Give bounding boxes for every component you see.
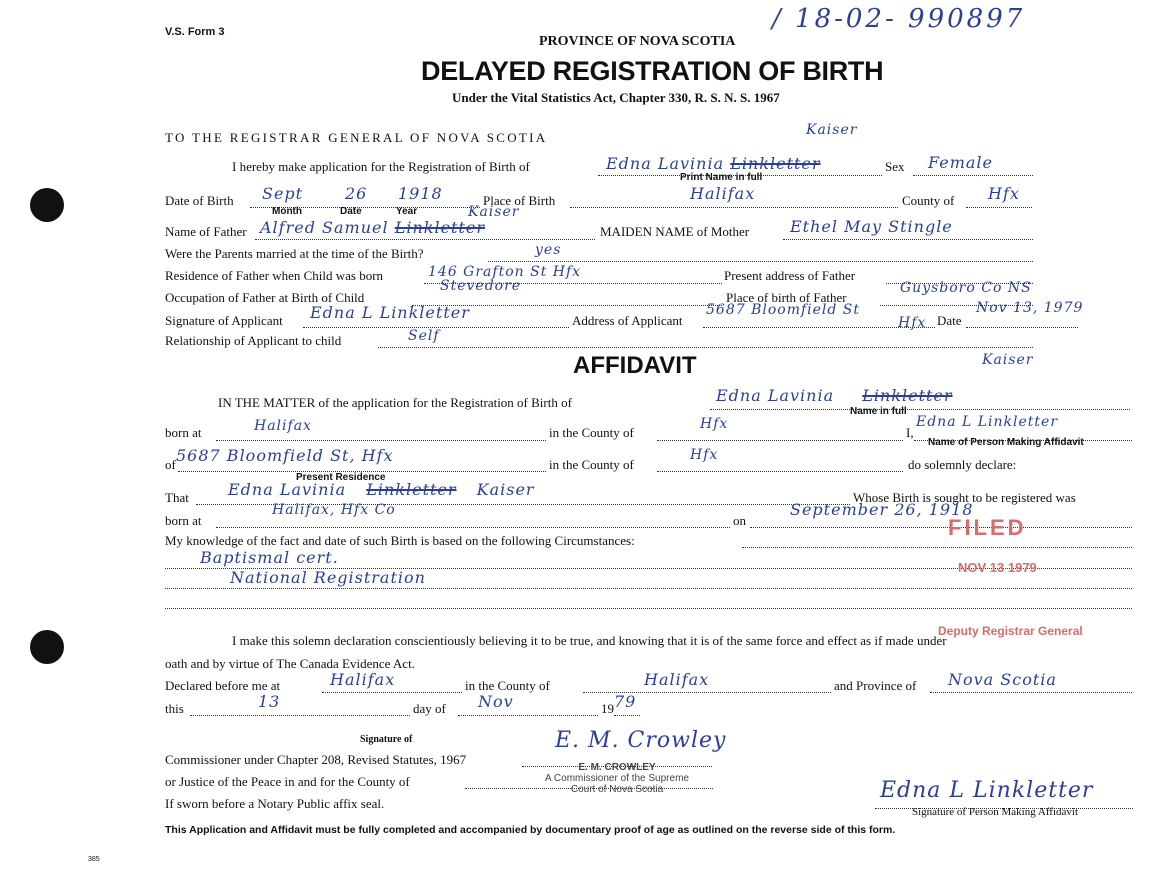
address-label: Address of Applicant xyxy=(572,313,683,328)
applicant-name: Edna Lavinia Linkletter xyxy=(606,154,821,173)
this-day-value: 13 xyxy=(258,692,281,711)
file-number: / 18-02- 990897 xyxy=(772,4,1026,34)
filed-stamp: FILED xyxy=(948,515,1027,540)
of-label: of xyxy=(165,457,176,472)
residence-value: 5687 Bloomfield St, Hfx xyxy=(176,446,394,465)
dob-label: Date of Birth xyxy=(165,193,234,208)
crowley-court: Court of Nova Scotia xyxy=(570,784,664,795)
person-name: Edna L Linkletter xyxy=(916,414,1059,430)
declared-label: Declared before me at xyxy=(165,678,281,693)
punch-hole-bottom xyxy=(30,630,64,664)
mother-value: Ethel May Stingle xyxy=(790,217,953,236)
father-label: Name of Father xyxy=(165,224,247,239)
relationship-value: Self xyxy=(408,328,440,344)
year-label: Year xyxy=(396,206,418,217)
day-of-label: day of xyxy=(413,701,446,716)
knowledge-label: My knowledge of the fact and date of such Birth is based on the following Circumstances: xyxy=(165,533,635,548)
on-value: September 26, 1918 xyxy=(790,500,974,519)
this-label: this xyxy=(165,701,184,716)
married-label: Were the Parents married at the time of the Birth? xyxy=(165,246,424,261)
father-value: Alfred Samuel Linkletter xyxy=(260,218,486,237)
person-signature: Edna L Linkletter xyxy=(880,778,1094,803)
year-value: 79 xyxy=(614,692,637,711)
born-at-label-2: born at xyxy=(165,513,202,528)
filed-date-stamp: NOV 13 1979 xyxy=(958,560,1037,575)
county-label: County of xyxy=(902,193,955,208)
sex-value: Female xyxy=(928,153,993,172)
born-at2-value: Halifax, Hfx Co xyxy=(272,502,396,518)
form-number: V.S. Form 3 xyxy=(165,26,225,38)
born-at-label: born at xyxy=(165,425,202,440)
address-value: 5687 Bloomfield St xyxy=(706,302,861,318)
date-label: Date xyxy=(340,206,362,217)
registrar-stamp: Deputy Registrar General xyxy=(938,624,1083,638)
declared-at-value: Halifax xyxy=(330,670,396,689)
in-county-label-2: in the County of xyxy=(549,457,634,472)
form-subtitle: Under the Vital Statistics Act, Chapter 330, R. S. N. S. 1967 xyxy=(452,90,780,105)
person-name-label: Name of Person Making Affidavit xyxy=(928,437,1084,448)
signature-label: Signature of Applicant xyxy=(165,313,283,328)
dob-month: Sept xyxy=(262,184,304,203)
whose-label: Whose Birth is sought to be registered was xyxy=(853,490,1076,505)
print-name-label: Print Name in full xyxy=(680,172,763,183)
county2-value: Hfx xyxy=(690,447,719,463)
matter-strikethrough: Linkletter xyxy=(862,386,953,405)
pob-label: Place of Birth xyxy=(483,193,556,208)
date-value: Nov 13, 1979 xyxy=(976,300,1084,316)
sex-label: Sex xyxy=(885,159,905,174)
month-label: Month xyxy=(272,206,302,217)
res-father-label: Residence of Father when Child was born xyxy=(165,268,384,283)
pob-father-label: Place of birth of Father xyxy=(726,290,847,305)
name-correction: Kaiser xyxy=(806,122,858,138)
declare-label: do solemnly declare: xyxy=(908,457,1017,472)
apply-label: I hereby make application for the Registration of Birth of xyxy=(232,159,530,174)
solemn-line-2: oath and by virtue of The Canada Evidence Act. xyxy=(165,656,415,671)
footer-note: This Application and Affidavit must be fully completed and accompanied by documentary proof of age as outlined on the reverse side of this form. xyxy=(165,824,896,836)
applicant-signature: Edna L Linkletter xyxy=(310,303,470,322)
crowley-name: E. M. CROWLEY xyxy=(578,762,656,773)
i-label: I, xyxy=(906,425,914,440)
signature-of-label: Signature of xyxy=(360,734,413,745)
married-value: yes xyxy=(535,242,562,258)
that-strikethrough: Linkletter xyxy=(366,480,457,499)
in-county-label: in the County of xyxy=(549,425,634,440)
month-value: Nov xyxy=(478,692,514,711)
occupation-label: Occupation of Father at Birth of Child xyxy=(165,290,365,305)
person-signature-label: Signature of Person Making Affidavit xyxy=(912,806,1078,818)
matter-name: Edna Lavinia Linkletter xyxy=(716,386,953,405)
dob-year: 1918 xyxy=(398,184,443,203)
relationship-label: Relationship of Applicant to child xyxy=(165,333,342,348)
province-heading: PROVINCE OF NOVA SCOTIA xyxy=(539,34,736,49)
born-at-value: Halifax xyxy=(254,418,312,434)
name-in-full-label: Name in full xyxy=(850,406,907,417)
father-correction: Kaiser xyxy=(468,204,520,220)
province-label: and Province of xyxy=(834,678,917,693)
county-value: Hfx xyxy=(988,184,1020,203)
year-prefix: 19 xyxy=(601,701,614,716)
solemn-line-1: I make this solemn declaration conscientiously believing it to be true, and knowing that it is of the same force and effect as if made under xyxy=(232,633,947,648)
that-name: Edna Lavinia Linkletter Kaiser xyxy=(228,480,535,499)
name-strikethrough: Linkletter xyxy=(730,154,821,173)
res-father-value: 146 Grafton St Hfx xyxy=(428,264,582,280)
matter-correction: Kaiser xyxy=(982,352,1034,368)
notary-label: If sworn before a Notary Public affix seal. xyxy=(165,796,385,811)
matter-label: IN THE MATTER of the application for the Registration of Birth of xyxy=(218,395,572,410)
circumstance-2: National Registration xyxy=(230,568,426,587)
present-residence-label: Present Residence xyxy=(296,472,386,483)
address-value-line2: Hfx xyxy=(898,315,927,331)
province-value: Nova Scotia xyxy=(948,670,1057,689)
crowley-role: A Commissioner of the Supreme xyxy=(545,773,689,784)
pob-value: Halifax xyxy=(690,184,756,203)
county3-value: Halifax xyxy=(644,670,710,689)
father-strikethrough: Linkletter xyxy=(394,218,486,237)
commissioner-signature: E. M. Crowley xyxy=(555,728,727,753)
on-label: on xyxy=(733,513,746,528)
form-title: DELAYED REGISTRATION OF BIRTH xyxy=(421,56,884,86)
county-value-affidavit: Hfx xyxy=(700,416,729,432)
crowley-stamp xyxy=(512,762,722,795)
mother-label: MAIDEN NAME of Mother xyxy=(600,224,750,239)
present-father-label: Present address of Father xyxy=(724,268,856,283)
footer-code: 385 xyxy=(88,856,100,863)
date-label-2: Date xyxy=(937,313,962,328)
that-label: That xyxy=(165,490,189,505)
county3-label: in the County of xyxy=(465,678,550,693)
circumstance-1: Baptismal cert. xyxy=(200,548,339,567)
pob-father-value: Guysboro Co NS xyxy=(900,280,1032,296)
punch-hole-top xyxy=(30,188,64,222)
commissioner-label: Commissioner under Chapter 208, Revised Statutes, 1967 xyxy=(165,752,467,767)
occupation-value: Stevedore xyxy=(440,278,522,294)
to-registrar: TO THE REGISTRAR GENERAL OF NOVA SCOTIA xyxy=(165,130,548,145)
justice-label: or Justice of the Peace in and for the County of xyxy=(165,774,410,789)
dob-date: 26 xyxy=(345,184,368,203)
affidavit-title: AFFIDAVIT xyxy=(573,352,697,379)
